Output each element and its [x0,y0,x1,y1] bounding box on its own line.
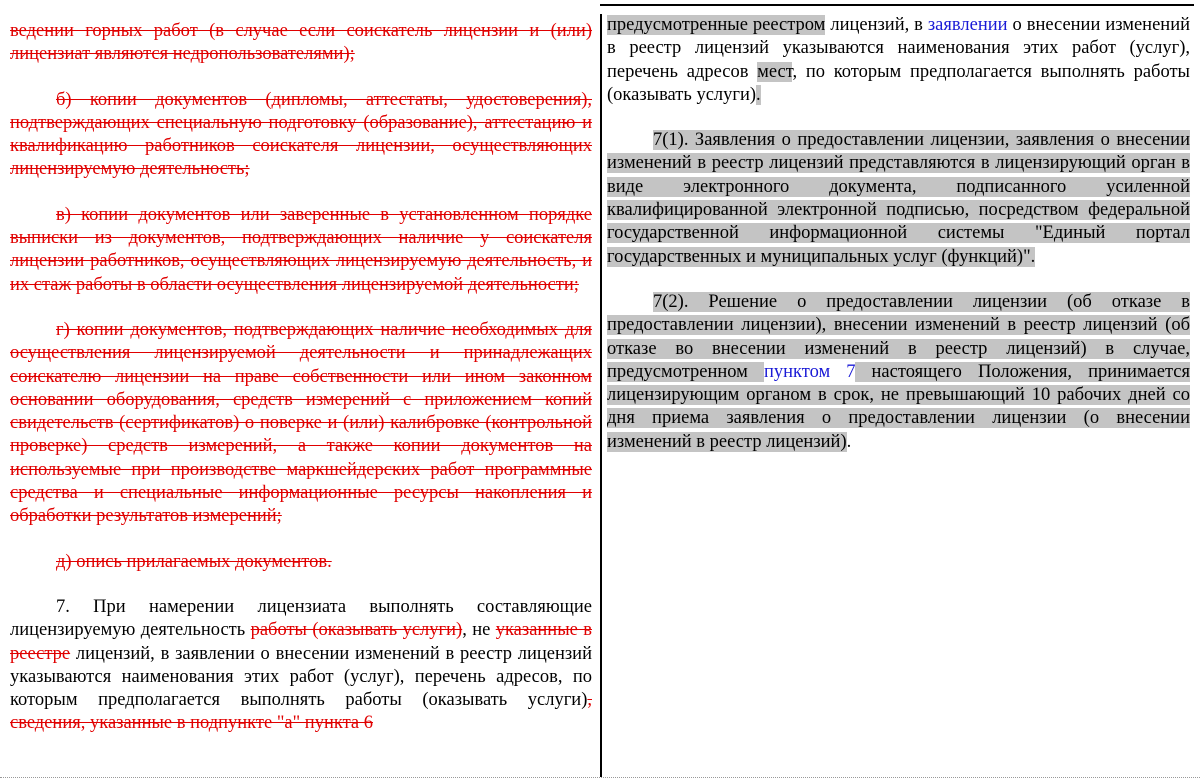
p7-deleted-2: указанные в реестре [10,620,592,664]
added-text-3: . [756,84,761,105]
deleted-paragraph-d: д) опись прилагаемых документов. [56,551,332,572]
added-paragraph-7-1: 7(1). Заявления о предоставлении лицензии, заявления о внесении изменений в реестр лицензий представляются в лицензирующий орган в виде электронного документа, подписанного усиленной квалифицированной электронной подписью, посредством федеральной государственной информационной системы "Единый портал государственных и муниципальных услуг (функций)". [607,130,1190,267]
link-zayavlenii[interactable]: заявлении [927,15,1008,35]
right-column-new-text [600,14,1200,777]
cont-text-3: , по которым предполагается выполнять работы (оказывать услуги) [607,61,1190,105]
deleted-paragraph-v: в) копии документов или заверенные в установленном порядке выписки из документов, подтверждающих наличие у соискателя лицензии работников, осуществляющих лицензируемую деятельность, и их стаж работы в области осуществления лицензируемой деятельности; [10,204,592,295]
p72-text-2: настоящего Положения, принимается лицензирующим органом в срок, не превышающий 10 рабочих дней со дня приема заявления о предоставлении лицензии (о внесении изменений в реестр лицензий) [607,361,1190,452]
p72-tail: . [846,431,852,452]
p72-text-1: 7(2). Решение о предоставлении лицензии (об отказе в предоставлении лицензии), внесении изменений в реестр лицензий (об отказе во внесении изменений в реестр лицензий) в случае, предусмотренном [607,291,1190,382]
link-punktom-7[interactable]: пунктом 7 [763,361,856,382]
p7-text-3: лицензий, в заявлении о внесении изменений в реестр лицензий указываются наименования этих работ (услуг), перечень адресов, по которым предполагается выполнять работы (оказывать услуги) [10,643,592,711]
left-column-old-text [0,20,600,777]
cont-text-2: о внесении изменений в реестр лицензий указываются наименования этих работ (услуг), перечень адресов [607,15,1190,82]
p7-deleted-1: работы (оказывать услуги) [250,620,463,641]
p7-text-2: , не [462,620,496,641]
paragraph-continuation-new [607,14,1190,107]
p7-deleted-3: , сведения, указанные в подпункте "а" пункта 6 [10,690,592,734]
cont-text-1: лицензий, в [825,15,928,35]
deleted-paragraph-g: г) копии документов, подтверждающих наличие необходимых для осуществления лицензируемой деятельности и принадлежащих соискателю лицензии на праве собственности или ином законном основании оборудования, средств измерений с приложением копий свидетельств (сертификатов) о поверке и (или) калибровке (контрольной проверке) средств измерений, а также копии документов на используемые при производстве маркшейдерских работ программные средства и специальные информационные ресурсы накопления и обработки результатов измерений; [10,319,592,527]
top-rule [600,4,1194,6]
bottom-rule [0,777,1200,779]
deleted-paragraph-start: ведении горных работ (в случае если соискатель лицензии и (или) лицензиат являются недропользователями); [10,21,592,65]
added-text-1: предусмотренные реестром [607,15,826,35]
paragraph-7-1-new [607,129,1190,269]
paragraph-7-2-new [607,291,1190,454]
p7-text-1: 7. При намерении лицензиата выполнять составляющие лицензируемую деятельность [10,596,592,641]
paragraph-7-old [10,596,592,736]
deleted-paragraph-b: б) копии документов (дипломы, аттестаты, удостоверения), подтверждающих специальную подготовку (образование), аттестацию и квалификацию работников соискателя лицензии, осуществляющих лицензируемую деятельность; [10,89,592,180]
added-text-2: мест [757,61,793,82]
